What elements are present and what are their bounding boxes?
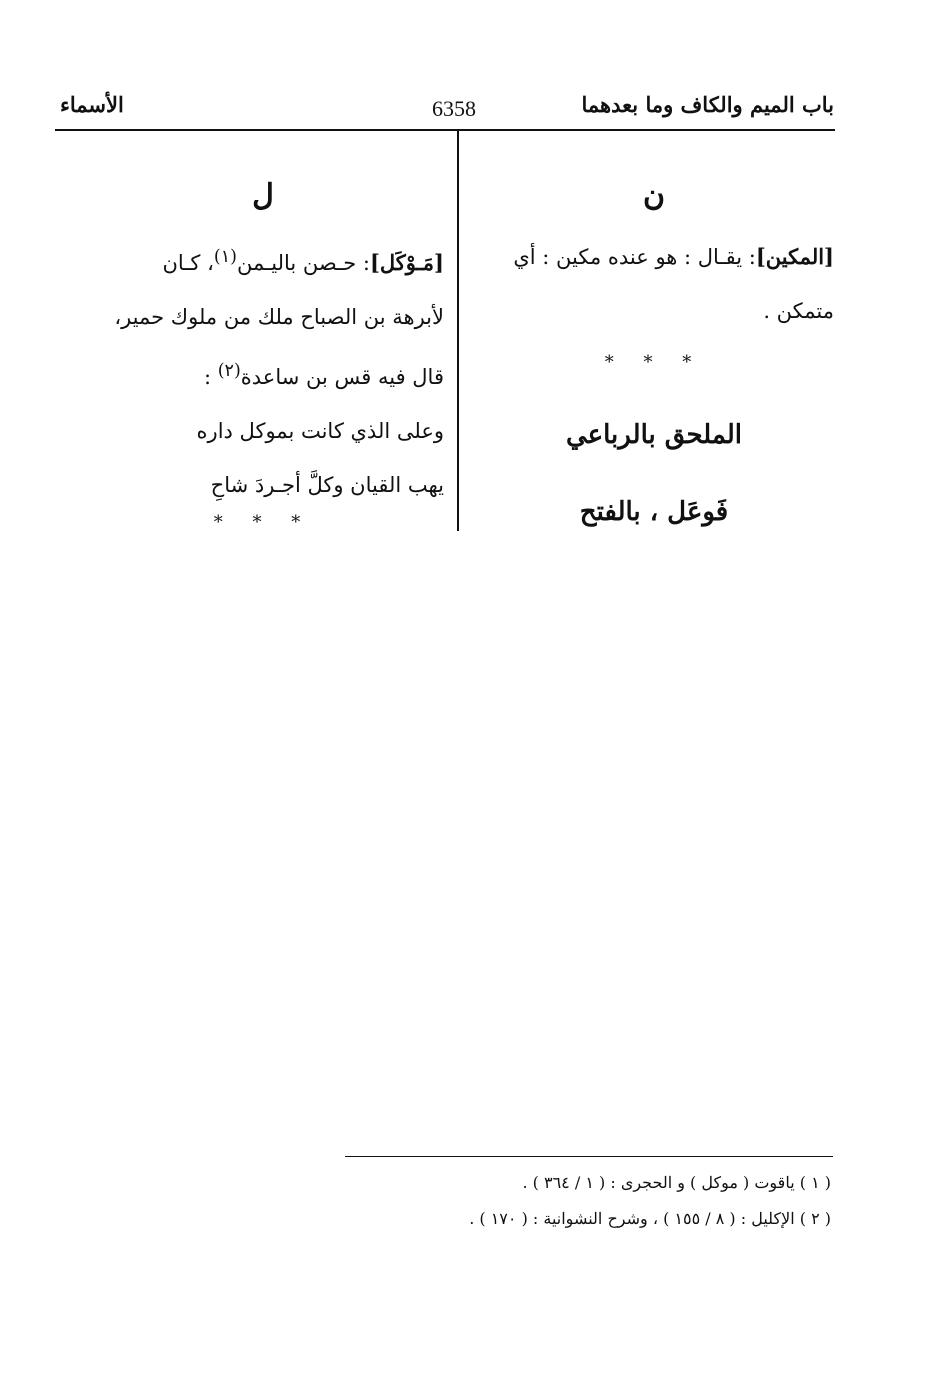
- entry-line: [82, 230, 444, 290]
- entry-mawkal: [82, 230, 444, 512]
- entry-text: قال فيه قس بن ساعدة: [240, 365, 444, 389]
- entry-term: [المكين]: [755, 244, 834, 269]
- entry-line: لأبرهة بن الصباح ملك من ملوك حمير،: [114, 305, 444, 329]
- entry-text: : يقـال : هو عنده مكين : أي: [513, 245, 756, 269]
- verse-line: يهب القيان وكلَّ أجـردَ شاحِ: [210, 473, 444, 497]
- section-heading: الملحق بالرباعي: [565, 420, 743, 450]
- entry-term: [مَـوْكَل]: [369, 250, 444, 275]
- entry-text: : حـصن باليـمن: [236, 251, 370, 275]
- page-number: 6358: [432, 96, 476, 121]
- entry-text: ، كـان: [162, 251, 214, 275]
- footnote-ref: (١): [213, 247, 237, 267]
- entry-line: متمكن .: [763, 299, 834, 323]
- entry-al-makin: [474, 230, 834, 338]
- subsection-heading: فَوعَل ، بالفتح: [579, 497, 729, 527]
- section-separator-stars: * * *: [604, 352, 704, 373]
- footnote-rule: [345, 1156, 833, 1157]
- verse-line: وعلى الذي كانت بموكل داره: [196, 419, 444, 443]
- entry-text: :: [203, 365, 218, 389]
- footnote-2: ( ٢ ) الإكليل : ( ٨ / ١٥٥ ) ، وشرح النشوانية : ( ١٧٠ ) .: [469, 1209, 831, 1228]
- letter-heading-nun: ن: [642, 178, 666, 213]
- footnote-ref: (٢): [217, 361, 241, 381]
- section-separator-stars: * * *: [213, 512, 313, 533]
- running-head-section: الأسماء: [60, 92, 124, 117]
- header-rule: [55, 129, 835, 131]
- entry-line: [474, 230, 834, 284]
- entry-line: [82, 344, 444, 404]
- running-head-chapter: باب الميم والكاف وما بعدهما: [581, 92, 834, 117]
- letter-heading-lam: ل: [252, 178, 274, 213]
- column-divider: [457, 131, 459, 531]
- footnote-1: ( ١ ) ياقوت ( موكل ) و الحجرى : ( ١ / ٣٦٤ ) .: [522, 1173, 831, 1192]
